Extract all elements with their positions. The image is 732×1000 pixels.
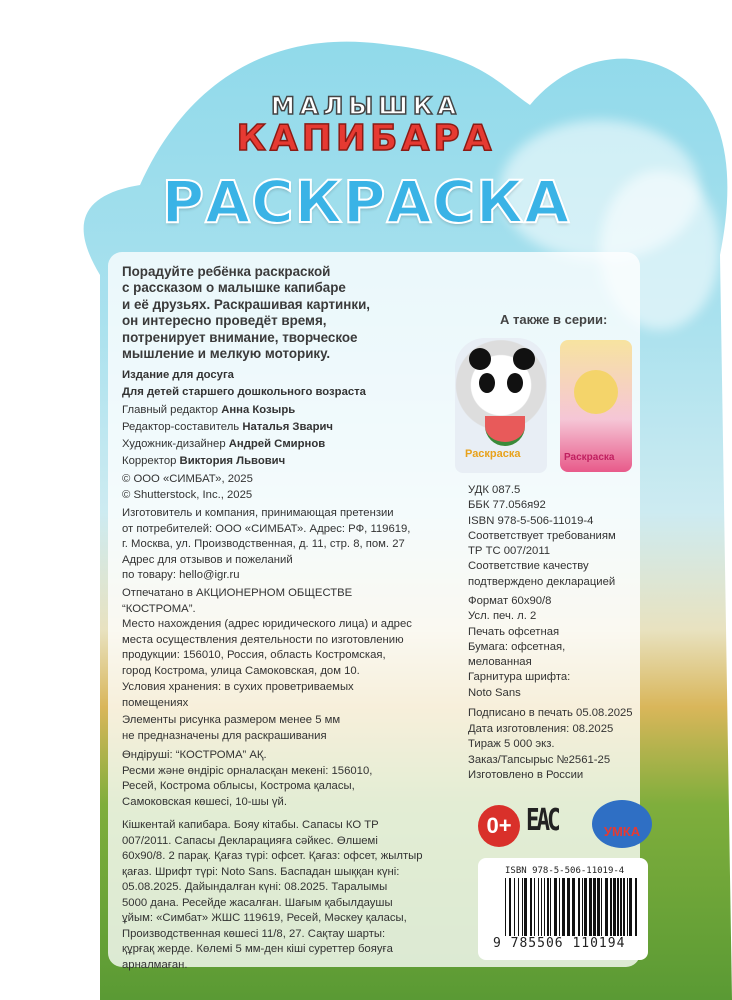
kz-info-line: қағаз. Шрифт түрі: Noto Sans. Баспадан шыққан күні: (122, 865, 400, 878)
printed-line: Место нахождения (адрес юридического лица) и адрес (122, 618, 412, 630)
format-line: Формат 60x90/8 (468, 595, 552, 607)
credit-role: Художник-дизайнер (122, 438, 226, 450)
barcode-bar (567, 878, 570, 936)
barcode-bar (613, 878, 616, 936)
format-info (468, 594, 570, 701)
kz-info-line: 05.08.2025. Дайындалған күні: 08.2025. Таралымы (122, 881, 388, 893)
manufacturer-line: Адрес для отзывов и пожеланий (122, 553, 293, 566)
barcode-bar (605, 878, 608, 936)
kz-info-line: ұйым: «Симбат» ЖШС 119619, Ресей, Мәскеу қаласы, (122, 912, 407, 924)
print-info-line: Изготовлено в России (468, 769, 584, 781)
credit-role: Главный редактор (122, 404, 219, 416)
kz-producer-line: Самоковская көшесі, 10-шы үй. (122, 795, 287, 808)
kz-producer-line: Ресми және өндіріс орналасқан мекені: 156010, (122, 764, 373, 777)
biblio-line: ТР ТС 007/2011 (468, 545, 551, 558)
format-line: мелованная (468, 656, 532, 669)
print-info (468, 706, 633, 784)
barcode-bar (524, 878, 527, 936)
copyright-line: © Shutterstock, Inc., 2025 (122, 488, 253, 501)
storage-line: помещениях (122, 696, 189, 709)
credit-name: Андрей Смирнов (228, 438, 326, 450)
print-info-line: Подписано в печать 05.08.2025 (468, 707, 633, 719)
kz-producer (122, 748, 372, 810)
manufacturer-line: г. Москва, ул. Производственная, д. 11, стр. 8, пом. 27 (122, 538, 405, 550)
manufacturer-line: от потребителей: ООО «СИМБАТ». Адрес: РФ, 119619, (122, 522, 411, 535)
barcode-bar (617, 878, 619, 936)
printed-line: продукции: 156010, Россия, область Костромская, (122, 649, 386, 661)
barcode-bar (629, 878, 632, 936)
barcode-bar (530, 878, 532, 936)
series-book-panda[interactable] (455, 338, 547, 473)
barcode-bar (554, 878, 557, 936)
manufacturer-line: Изготовитель и компания, принимающая претензии (122, 507, 394, 519)
kz-producer-line: Өндіруші: “КОСТРОМА” АҚ. (122, 749, 267, 761)
barcode-bar (620, 878, 622, 936)
intro-text (122, 264, 370, 362)
manufacturer-line: по товару: hello@igr.ru (122, 569, 240, 581)
manufacturer-info (122, 506, 410, 584)
barcode-bar (547, 878, 549, 936)
series-title: А также в серии: (500, 312, 608, 327)
barcode-bar (538, 878, 539, 936)
printed-line: город Кострома, улица Самоковская, дом 10. (122, 664, 360, 677)
credit-name: Анна Козырь (221, 404, 296, 416)
series-book-kitten[interactable] (560, 340, 632, 472)
barcode-bar (578, 878, 580, 936)
barcode-isbn-label: ISBN 978-5-506-11019-4 (505, 866, 625, 876)
kz-info-line: арналмаған. (122, 958, 188, 971)
intro-line: мышление и мелкую моторику. (122, 346, 331, 362)
biblio-line: ISBN 978-5-506-11019-4 (468, 514, 594, 527)
edition-info (122, 367, 366, 401)
intro-line: и её друзьях. Раскрашивая картинки, (122, 296, 371, 312)
barcode-bar (597, 878, 600, 936)
kz-info-line: 007/2011. Сапасы Декларацияға сәйкес. Өлшемі (122, 834, 378, 847)
format-line: Гарнитура шрифта: (468, 671, 571, 684)
credit-role: Корректор (122, 455, 177, 467)
biblio-line: УДК 087.5 (468, 484, 521, 496)
age-rating-badge: 0+ (478, 805, 520, 847)
barcode-bar (593, 878, 596, 936)
barcode-bar (582, 878, 583, 936)
print-info-line: Заказ/Тапсырыс №2561-25 (468, 753, 611, 766)
credit-role: Редактор-составитель (122, 421, 240, 433)
kz-producer-line: Ресей, Кострома облысы, Кострома қаласы, (122, 780, 355, 792)
credit-name: Виктория Львович (179, 455, 286, 467)
format-line: Бумага: офсетная, (468, 640, 566, 653)
print-info-line: Тираж 5 000 экз. (468, 738, 555, 750)
printed-line: “КОСТРОМА”. (122, 602, 196, 615)
barcode-bar (518, 878, 519, 936)
biblio-line: подтверждено декларацией (468, 575, 616, 588)
barcode-digits: 9 785506 110194 (493, 936, 626, 951)
printed-line: Отпечатано в АКЦИОНЕРНОМ ОБЩЕСТВЕ (122, 587, 353, 599)
biblio-line: Соответствие качеству (468, 560, 589, 573)
copyright-line: © ООО «СИМБАТ», 2025 (122, 473, 253, 485)
barcode-bar (544, 878, 545, 936)
elements-line: Элементы рисунка размером менее 5 мм (122, 714, 341, 726)
copyright (122, 472, 253, 503)
format-line: Усл. печ. л. 2 (468, 610, 537, 623)
print-info-line: Дата изготовления: 08.2025 (468, 722, 614, 735)
biblio-line: ББК 77.056я92 (468, 499, 546, 512)
series-book-label: Раскраска (465, 448, 521, 460)
intro-line: Порадуйте ребёнка раскраской (122, 264, 331, 279)
credits (122, 402, 333, 470)
barcode-bar (635, 878, 637, 936)
format-line: Печать офсетная (468, 625, 560, 638)
format-line: Noto Sans (468, 686, 521, 699)
barcode-bar (514, 878, 515, 936)
biblio-info (468, 483, 616, 590)
kz-info (122, 818, 423, 973)
barcode-bar (610, 878, 612, 936)
intro-line: он интересно проведёт время, (122, 313, 327, 329)
barcode-bar (541, 878, 542, 936)
barcode-bar (509, 878, 511, 936)
biblio-line: Соответствует требованиям (468, 529, 616, 542)
barcode-bar (584, 878, 587, 936)
elements-note (122, 713, 340, 744)
series-book-label: Раскраска (564, 452, 615, 463)
elements-line: не предназначены для раскрашивания (122, 729, 327, 742)
storage-info (122, 680, 354, 711)
barcode-bar (505, 878, 506, 936)
barcode-bar (601, 878, 602, 936)
barcode-bar (572, 878, 575, 936)
kz-info-line: 5000 дана. Ресейде жасалған. Шағым қабылдаушы (122, 896, 393, 909)
barcode-bar (522, 878, 523, 936)
barcode-bar (589, 878, 592, 936)
kz-info-line: құрғақ жерде. Көлемі 5 мм-ден кіші суреттер бояуға (122, 943, 393, 955)
barcode-bar (550, 878, 551, 936)
title-line-1: МАЛЫШКА (270, 92, 462, 120)
edition-line: Для детей старшего дошкольного возраста (122, 386, 366, 398)
barcode-bar (559, 878, 560, 936)
barcode (505, 878, 639, 936)
umka-logo: УМКА (592, 800, 652, 848)
eac-mark: ЕАС (526, 803, 558, 838)
kz-info-line: Кішкентай капибара. Бояу кітабы. Сапасы КО ТР (122, 819, 379, 831)
storage-line: Условия хранения: в сухих проветриваемых (122, 681, 354, 693)
title-line-3: РАСКРАСКА (161, 168, 571, 236)
barcode-bar (562, 878, 565, 936)
credit-name: Наталья Зварич (242, 421, 333, 433)
barcode-bar (623, 878, 625, 936)
title-line-2: КАПИБАРА (236, 118, 496, 159)
edition-line: Издание для досуга (122, 369, 234, 381)
intro-line: потренирует внимание, творческое (122, 329, 358, 345)
barcode-bar (534, 878, 535, 936)
kz-info-line: Производственная көшесі 11/8, 27. Сақтау шарты: (122, 927, 386, 940)
kz-info-line: 60x90/8. 2 парақ. Қағаз түрі: офсет. Қағаз: офсет, жылтыр (122, 850, 423, 862)
printed-info (122, 586, 412, 679)
printed-line: места осуществления деятельности по изготовлению (122, 633, 404, 646)
barcode-bar (627, 878, 628, 936)
intro-line: с рассказом о малышке капибаре (122, 280, 346, 296)
